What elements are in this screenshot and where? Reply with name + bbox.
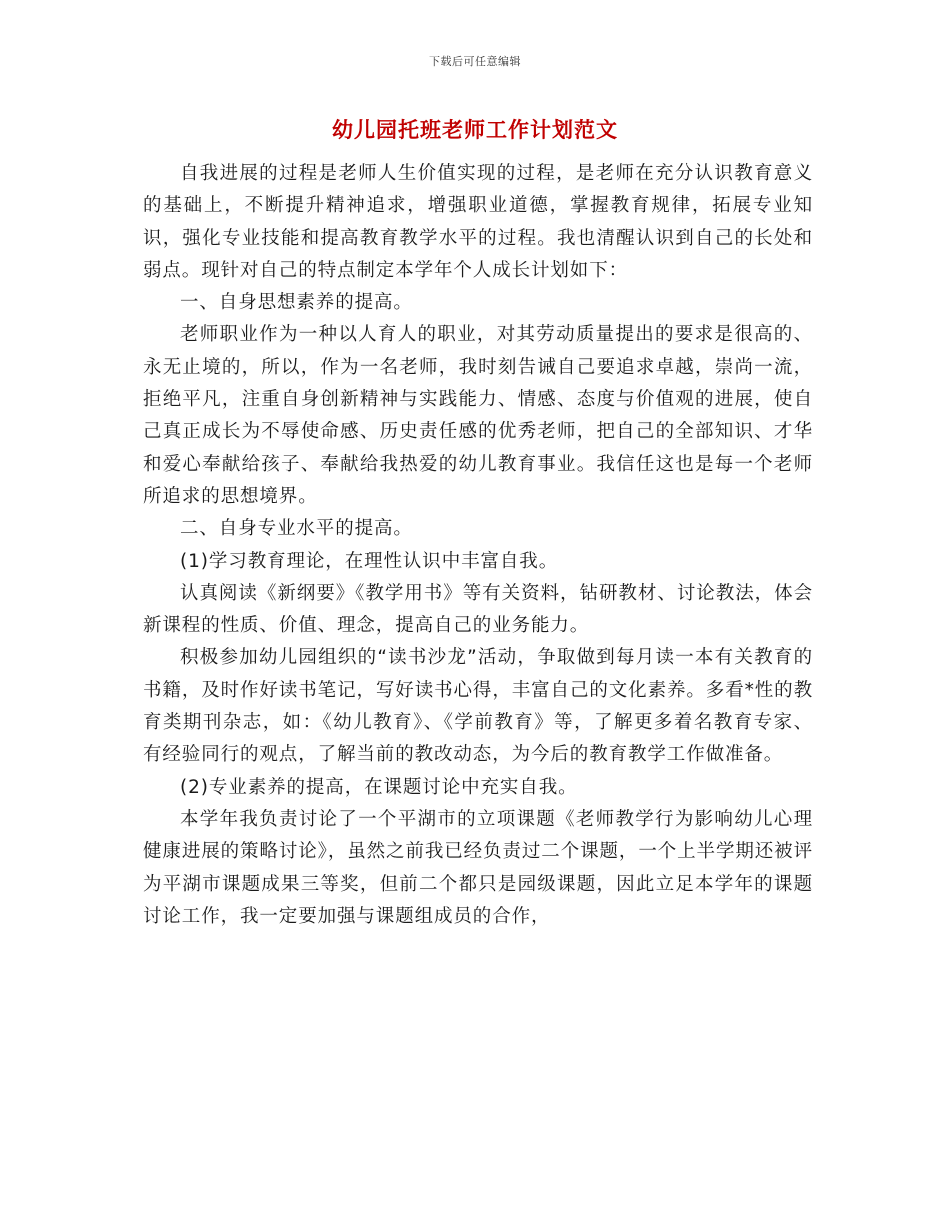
section-heading-2: 二、自身专业水平的提高。: [180, 518, 413, 540]
document-body: [143, 158, 813, 933]
document-title: 幼儿园托班老师工作计划范文: [332, 118, 618, 142]
subsection-heading-1: (1)学习教育理论，在理性认识中丰富自我。: [180, 550, 559, 572]
paragraph: 积极参加幼儿园组织的“读书沙龙”活动，争取做到每月读一本有关教育的书籍，及时作好读书笔记，写好读书心得，丰富自己的文化素养。多看*性的教育类期刊杂志，如：《幼儿教育》、《学前教育》等，了解更多着名教育专家、有经验同行的观点，了解当前的教改动态，为今后的教育教学工作做准备。: [143, 647, 813, 766]
header-note: 下载后可任意编辑: [429, 55, 521, 68]
section-heading-1: 一、自身思想素养的提高。: [180, 292, 413, 314]
paragraph: 本学年我负责讨论了一个平湖市的立项课题《老师教学行为影响幼儿心理健康进展的策略讨论》，虽然之前我已经负责过二个课题，一个上半学期还被评为平湖市课题成果三等奖，但前二个都只是园级课题，因此立足本学年的课题讨论工作，我一定要加强与课题组成员的合作，: [143, 808, 813, 927]
paragraph-intro: 自我进展的过程是老师人生价值实现的过程，是老师在充分认识教育意义的基础上，不断提升精神追求，增强职业道德，掌握教育规律，拓展专业知识，强化专业技能和提高教育教学水平的过程。我也清醒认识到自己的长处和弱点。现针对自己的特点制定本学年个人成长计划如下：: [143, 163, 813, 281]
paragraph: 老师职业作为一种以人育人的职业，对其劳动质量提出的要求是很高的、永无止境的，所以，作为一名老师，我时刻告诫自己要追求卓越，崇尚一流，拒绝平凡，注重自身创新精神与实践能力、情感、态度与价值观的进展，使自己真正成长为不辱使命感、历史责任感的优秀老师，把自己的全部知识、才华和爱心奉献给孩子、奉献给我热爱的幼儿教育事业。我信任这也是每一个老师所追求的思想境界。: [143, 324, 813, 507]
paragraph: 认真阅读《新纲要》《教学用书》等有关资料，钻研教材、讨论教法，体会新课程的性质、价值、理念，提高自己的业务能力。: [143, 582, 813, 637]
subsection-heading-2: (2)专业素养的提高，在课题讨论中充实自我。: [180, 776, 578, 798]
